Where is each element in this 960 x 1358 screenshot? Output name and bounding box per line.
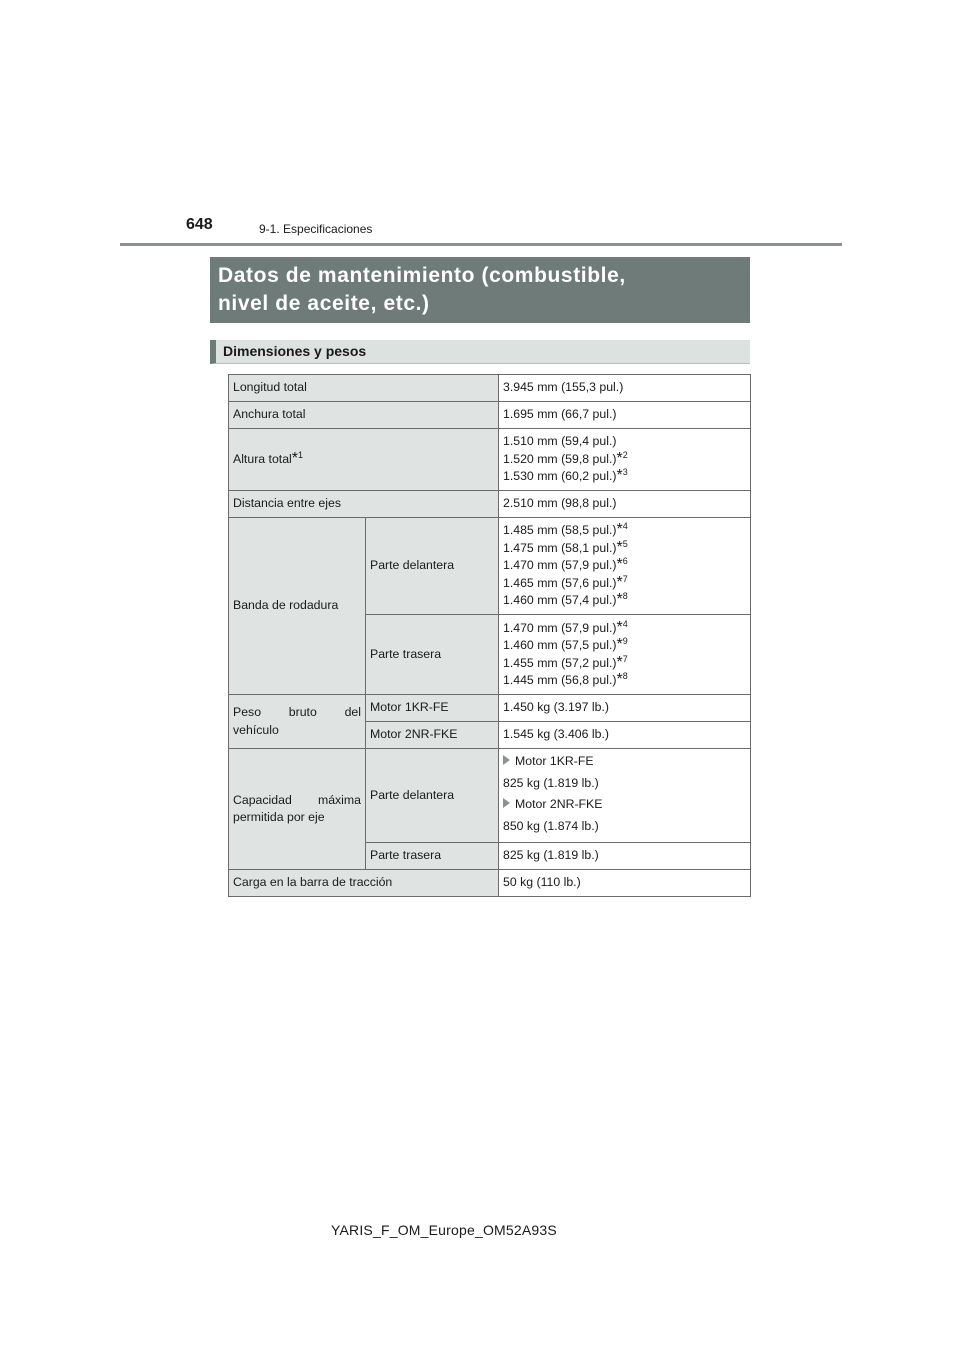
- row-value: 1.545 kg (3.406 lb.): [499, 722, 751, 749]
- footnote-asterisk: *: [616, 591, 623, 609]
- row-value: 825 kg (1.819 lb.): [499, 843, 751, 870]
- page-title: [210, 257, 750, 323]
- row-label: [229, 429, 499, 491]
- engine-value: 825 kg (1.819 lb.): [503, 775, 599, 790]
- row-value: [499, 749, 751, 843]
- value-text: 1.485 mm (58,5 pul.): [503, 523, 617, 538]
- row-label: Anchura total: [229, 402, 499, 429]
- footnote-number: 2: [622, 449, 628, 460]
- footnote-asterisk: *: [616, 653, 623, 671]
- row-value: 2.510 mm (98,8 pul.): [499, 491, 751, 518]
- footnote-asterisk: *: [616, 538, 623, 556]
- value-line: [503, 468, 746, 486]
- row-sublabel: Parte trasera: [366, 843, 499, 870]
- row-label: Carga en la barra de tracción: [229, 870, 499, 897]
- row-label: Longitud total: [229, 375, 499, 402]
- page-title-line-2: nivel de aceite, etc.): [218, 292, 430, 315]
- header-divider: [120, 243, 842, 246]
- footnote-asterisk: *: [291, 449, 299, 467]
- footnote-number: 4: [622, 618, 628, 629]
- footnote-number: 5: [622, 538, 628, 549]
- value-line: [503, 672, 746, 690]
- page-number: 648: [186, 216, 213, 233]
- footnote-number: 8: [622, 671, 628, 681]
- value-text: 1.465 mm (57,6 pul.): [503, 575, 617, 590]
- footnote-number: 4: [622, 521, 628, 532]
- footnote-number: 1: [298, 449, 304, 460]
- section-label: 9-1. Especificaciones: [259, 222, 373, 236]
- table-row: [229, 491, 751, 518]
- bullet-triangle-icon: [503, 755, 510, 765]
- row-value: [499, 429, 751, 491]
- engine-value: 850 kg (1.874 lb.): [503, 818, 599, 833]
- row-value: 1.695 mm (66,7 pul.): [499, 402, 751, 429]
- table-row: [229, 429, 751, 491]
- footnote-asterisk: *: [616, 636, 623, 653]
- document-code: YARIS_F_OM_Europe_OM52A93S: [331, 1222, 557, 1238]
- value-line: [503, 451, 746, 469]
- row-value: 1.450 kg (3.197 lb.): [499, 695, 751, 722]
- table-row: [229, 402, 751, 429]
- bullet-triangle-icon: [503, 798, 510, 808]
- subheading: Dimensiones y pesos: [210, 340, 750, 364]
- table-row: [229, 749, 751, 843]
- engine-bullet: [503, 796, 746, 814]
- engine-name: Motor 2NR-FKE: [515, 797, 603, 811]
- table-row: [229, 518, 751, 615]
- value-line: [503, 575, 746, 593]
- row-sublabel: Motor 2NR-FKE: [366, 722, 499, 749]
- value-line: [503, 655, 746, 673]
- value-line: [503, 592, 746, 610]
- value-line: [503, 522, 746, 540]
- value-text: 1.470 mm (57,9 pul.): [503, 558, 617, 573]
- footnote-number: 6: [622, 556, 628, 567]
- row-sublabel: Motor 1KR-FE: [366, 695, 499, 722]
- row-sublabel: Parte delantera: [366, 518, 499, 615]
- value-text: 1.510 mm (59,4 pul.): [503, 434, 617, 449]
- value-text: 1.530 mm (60,2 pul.): [503, 469, 617, 484]
- value-line: [503, 433, 746, 451]
- row-label: Capacidad máxima permitida por eje: [229, 749, 366, 870]
- footnote-number: 8: [622, 591, 628, 602]
- footnote-asterisk: *: [616, 521, 623, 539]
- page-title-line-1: Datos de mantenimiento (combustible,: [218, 264, 626, 287]
- table-row: [229, 870, 751, 897]
- row-value: 3.945 mm (155,3 pul.): [499, 375, 751, 402]
- footnote-asterisk: *: [616, 671, 623, 688]
- value-text: 1.455 mm (57,2 pul.): [503, 655, 617, 670]
- table-row: [229, 695, 751, 722]
- footnote-asterisk: *: [616, 449, 623, 467]
- value-text: 1.475 mm (58,1 pul.): [503, 540, 617, 555]
- footnote-number: 7: [622, 573, 628, 584]
- row-sublabel: Parte delantera: [366, 749, 499, 843]
- specs-table: [228, 374, 751, 897]
- value-text: 1.460 mm (57,5 pul.): [503, 638, 617, 652]
- footnote-number: 3: [622, 467, 628, 478]
- row-value: [499, 615, 751, 695]
- value-line: [503, 557, 746, 575]
- row-label-text: Altura total: [233, 451, 292, 466]
- table-row: [229, 375, 751, 402]
- footnote-asterisk: *: [616, 573, 623, 591]
- value-text: 1.470 mm (57,9 pul.): [503, 620, 617, 635]
- engine-name: Motor 1KR-FE: [515, 754, 594, 768]
- row-label: Peso bruto del vehículo: [229, 695, 366, 749]
- value-text: 1.460 mm (57,4 pul.): [503, 593, 617, 608]
- value-text: 1.445 mm (56,8 pul.): [503, 673, 617, 687]
- row-label: Banda de rodadura: [229, 518, 366, 695]
- engine-bullet: [503, 753, 746, 771]
- value-text: 1.520 mm (59,8 pul.): [503, 451, 617, 466]
- footnote-number: 9: [622, 636, 628, 646]
- row-sublabel: Parte trasera: [366, 615, 499, 695]
- row-label: Distancia entre ejes: [229, 491, 499, 518]
- footnote-asterisk: *: [616, 618, 623, 636]
- footnote-asterisk: *: [616, 467, 623, 485]
- value-line: [503, 637, 746, 655]
- footnote-asterisk: *: [616, 556, 623, 574]
- value-line: [503, 620, 746, 638]
- value-line: [503, 540, 746, 558]
- row-value: 50 kg (110 lb.): [499, 870, 751, 897]
- footnote-number: 7: [622, 653, 628, 664]
- row-value: [499, 518, 751, 615]
